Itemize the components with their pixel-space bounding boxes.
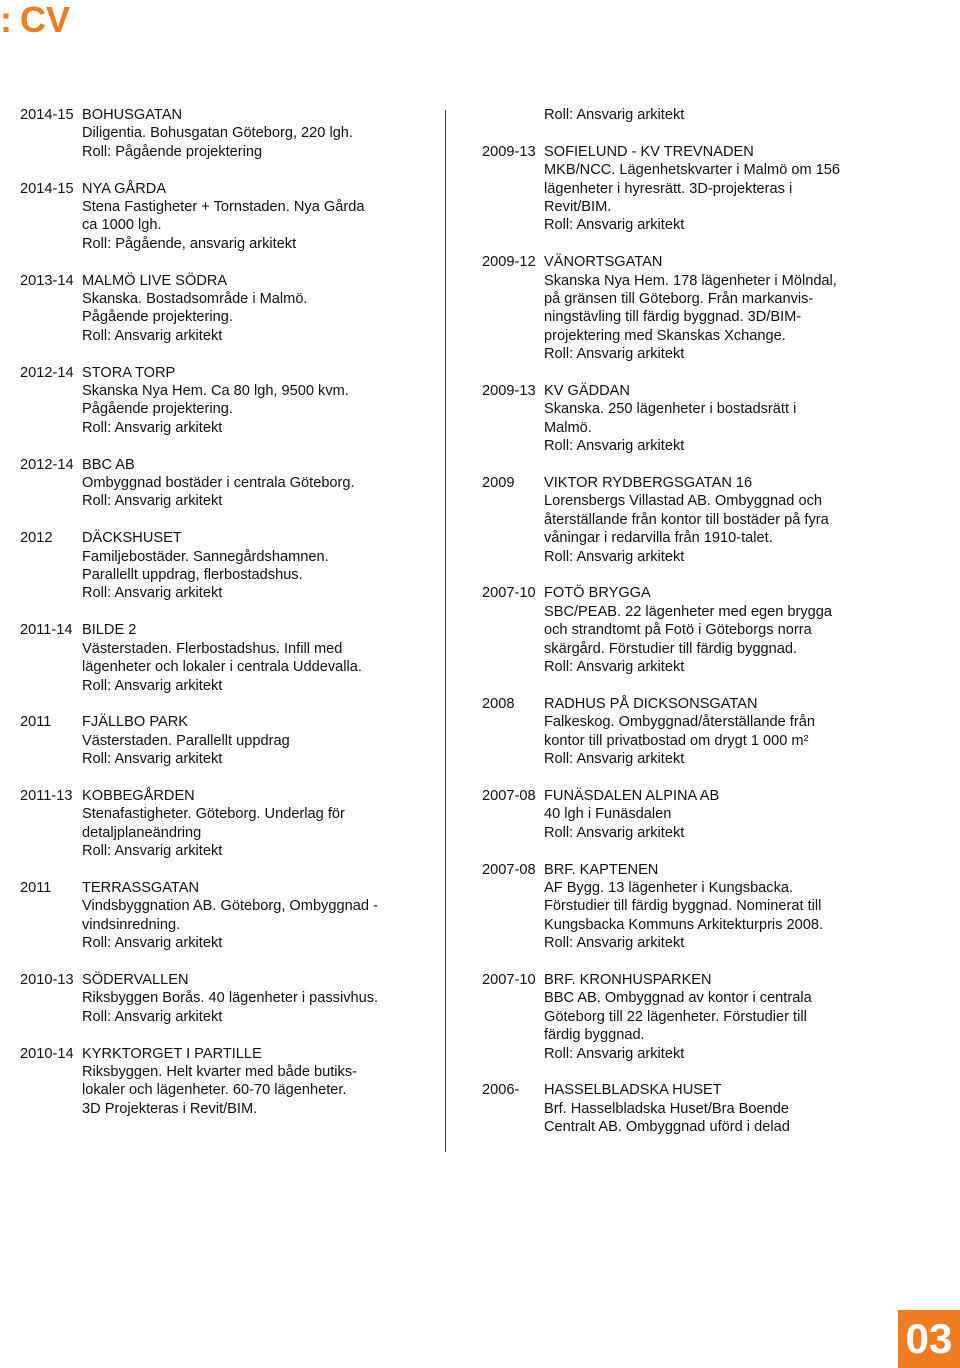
entry-title: STORA TORP xyxy=(82,364,176,381)
entry-year: 2011 xyxy=(20,879,52,896)
entry-line: Roll: Ansvarig arkitekt xyxy=(544,346,685,363)
entry-year: 2013-14 xyxy=(20,272,74,289)
cv-entry xyxy=(482,695,952,769)
entry-title: KYRKTORGET I PARTILLE xyxy=(82,1045,262,1062)
entry-line: Falkeskog. Ombyggnad/återställande från xyxy=(544,714,815,731)
entry-heading xyxy=(20,787,430,805)
entry-line: Roll: Ansvarig arkitekt xyxy=(544,217,685,234)
entry-description xyxy=(544,805,952,842)
entry-heading xyxy=(482,474,952,492)
entry-line: projektering med Skanskas Xchange. xyxy=(544,327,786,344)
entry-description xyxy=(544,603,952,677)
entry-line: Roll: Ansvarig arkitekt xyxy=(544,659,685,676)
entry-line: Pågående projektering. xyxy=(82,401,233,418)
entry-title: VÄNORTSGATAN xyxy=(544,254,663,271)
entry-line: Skanska Nya Hem. 178 lägenheter i Mölndal, xyxy=(544,272,837,289)
entry-year: 2007-08 xyxy=(482,787,536,804)
entry-title: SOFIELUND - KV TREVNADEN xyxy=(544,143,754,160)
entry-line: våningar i redarvilla från 1910-talet. xyxy=(544,530,773,547)
entry-line: Roll: Pågående, ansvarig arkitekt xyxy=(82,235,297,252)
entry-title: BRF. KRONHUSPARKEN xyxy=(544,971,712,988)
entry-description xyxy=(82,989,430,1026)
entry-line: Riksbyggen. Helt kvarter med både butiks- xyxy=(82,1063,357,1080)
entry-title: HASSELBLADSKA HUSET xyxy=(544,1082,722,1099)
cv-entry xyxy=(482,143,952,235)
entry-description xyxy=(544,989,952,1063)
entry-heading xyxy=(482,1081,952,1099)
page-title: CV xyxy=(20,0,71,40)
entry-line: ca 1000 lgh. xyxy=(82,217,162,234)
entry-heading xyxy=(482,787,952,805)
entry-line: Roll: Ansvarig arkitekt xyxy=(82,843,223,860)
entry-description xyxy=(544,272,952,364)
entry-year: 2012 xyxy=(20,530,53,547)
entry-line: på gränsen till Göteborg. Från markanvis- xyxy=(544,291,814,308)
entry-line: Stenafastigheter. Göteborg. Underlag för xyxy=(82,806,345,823)
cv-entry xyxy=(482,861,952,953)
entry-title: BOHUSGATAN xyxy=(82,107,183,123)
entry-line: Roll: Pågående projektering xyxy=(82,143,263,160)
entry-line: Roll: Ansvarig arkitekt xyxy=(82,677,223,694)
entry-title: BILDE 2 xyxy=(82,622,137,639)
page-header xyxy=(0,0,70,40)
entry-title: MALMÖ LIVE SÖDRA xyxy=(82,272,228,289)
entry-heading xyxy=(20,180,430,198)
entry-heading xyxy=(20,106,430,124)
entry-line: Roll: Ansvarig arkitekt xyxy=(544,548,685,565)
entry-line: Lorensbergs Villastad AB. Ombyggnad och xyxy=(544,493,822,510)
right-column xyxy=(482,106,952,1155)
entry-line: lägenheter i hyresrätt. 3D-projekteras i xyxy=(544,180,793,197)
cv-entry xyxy=(20,272,430,346)
entry-title: TERRASSGATAN xyxy=(82,879,200,896)
entry-year: 2010-13 xyxy=(20,971,74,988)
entry-line: Roll: Ansvarig arkitekt xyxy=(82,751,223,768)
entry-description xyxy=(544,400,952,455)
entry-line: Ombyggnad bostäder i centrala Göteborg. xyxy=(82,475,355,492)
entry-heading xyxy=(482,143,952,161)
entry-line: kontor till privatbostad om drygt 1 000 m² xyxy=(544,732,809,749)
entry-line: Familjebostäder. Sannegårdshamnen. xyxy=(82,548,329,565)
entry-heading xyxy=(482,382,952,400)
entry-heading xyxy=(20,456,430,474)
entry-description xyxy=(82,805,430,860)
entry-line: Roll: Ansvarig arkitekt xyxy=(82,419,223,436)
entry-line: skärgård. Förstudier till färdig byggnad. xyxy=(544,640,798,657)
entry-title: SÖDERVALLEN xyxy=(82,971,189,988)
cv-entry xyxy=(20,713,430,768)
continued-role-line: Roll: Ansvarig arkitekt xyxy=(544,107,685,123)
entry-description xyxy=(82,640,430,695)
entry-line: detaljplaneändring xyxy=(82,824,202,841)
entry-line: Västerstaden. Flerbostadshus. Infill med xyxy=(82,640,343,657)
entry-year: 2009-12 xyxy=(482,254,536,271)
entry-line: Riksbyggen Borås. 40 lägenheter i passivhus. xyxy=(82,990,379,1007)
entry-title: KV GÄDDAN xyxy=(544,383,630,400)
entry-heading xyxy=(482,695,952,713)
entry-year: 2009-13 xyxy=(482,383,536,400)
entry-line: Roll: Ansvarig arkitekt xyxy=(544,751,685,768)
entry-heading xyxy=(20,621,430,639)
column-divider xyxy=(445,110,446,1152)
entry-year: 2009-13 xyxy=(482,143,536,160)
cv-entry xyxy=(482,382,952,456)
entry-line: Vindsbyggnation AB. Göteborg, Ombyggnad - xyxy=(82,898,378,915)
left-column xyxy=(20,106,430,1137)
entry-description xyxy=(82,290,430,345)
entry-line: återställande från kontor till bostäder på fyra xyxy=(544,511,829,528)
entry-line: Revit/BIM. xyxy=(544,199,612,216)
entry-description xyxy=(82,198,430,253)
entry-description xyxy=(82,548,430,603)
entry-year: 2007-08 xyxy=(482,861,536,878)
cv-entry xyxy=(20,971,430,1026)
cv-entry xyxy=(20,456,430,511)
entry-year: 2011-13 xyxy=(20,787,73,804)
entry-line: Diligentia. Bohusgatan Göteborg, 220 lgh. xyxy=(82,125,353,142)
cv-entry xyxy=(482,584,952,676)
entry-line: Göteborg till 22 lägenheter. Förstudier till xyxy=(544,1008,807,1025)
entry-year: 2007-10 xyxy=(482,971,536,988)
entry-year: 2011 xyxy=(20,714,52,731)
page-number-badge: 03 xyxy=(898,1310,960,1368)
cv-entry xyxy=(482,253,952,363)
entry-line: Roll: Ansvarig arkitekt xyxy=(82,327,223,344)
entry-line: Roll: Ansvarig arkitekt xyxy=(82,493,223,510)
entry-line: 40 lgh i Funäsdalen xyxy=(544,806,672,823)
cv-entry xyxy=(482,474,952,566)
entry-line: lokaler och lägenheter. 60-70 lägenheter. xyxy=(82,1082,347,1099)
entry-year: 2012-14 xyxy=(20,364,74,381)
entry-description xyxy=(82,474,430,511)
entry-line: färdig byggnad. xyxy=(544,1027,645,1044)
entry-title: FUNÄSDALEN ALPINA AB xyxy=(544,787,720,804)
entry-year: 2007-10 xyxy=(482,585,536,602)
entry-line: lägenheter och lokaler i centrala Uddevalla. xyxy=(82,659,362,676)
entry-title: FOTÖ BRYGGA xyxy=(544,585,651,602)
entry-description xyxy=(544,879,952,953)
entry-title: BBC AB xyxy=(82,456,135,473)
entry-year: 2012-14 xyxy=(20,456,74,473)
cv-entry xyxy=(482,971,952,1063)
entry-description xyxy=(82,1063,430,1118)
entry-line: Stena Fastigheter + Tornstaden. Nya Gårda xyxy=(82,199,365,216)
entry-line: Skanska. 250 lägenheter i bostadsrätt i xyxy=(544,401,797,418)
entry-description xyxy=(82,732,430,769)
entry-line: Roll: Ansvarig arkitekt xyxy=(82,1008,223,1025)
entry-heading xyxy=(20,272,430,290)
entry-title: VIKTOR RYDBERGSGATAN 16 xyxy=(544,475,753,492)
entry-description xyxy=(544,713,952,768)
cv-entry xyxy=(20,106,430,161)
entry-heading xyxy=(20,364,430,382)
entry-year: 2009 xyxy=(482,475,515,492)
entry-line: Roll: Ansvarig arkitekt xyxy=(544,824,685,841)
entry-line: 3D Projekteras i Revit/BIM. xyxy=(82,1100,258,1117)
entry-heading xyxy=(20,1045,430,1063)
entry-heading xyxy=(482,971,952,989)
entry-line: ningstävling till färdig byggnad. 3D/BIM- xyxy=(544,309,802,326)
entry-year: 2014-15 xyxy=(20,180,74,197)
entry-line: Roll: Ansvarig arkitekt xyxy=(544,935,685,952)
cv-entry xyxy=(20,787,430,861)
entry-title: NYA GÅRDA xyxy=(82,180,167,197)
entry-line: Skanska. Bostadsområde i Malmö. xyxy=(82,291,308,308)
entry-line: MKB/NCC. Lägenhetskvarter i Malmö om 156 xyxy=(544,162,841,179)
entry-line: Parallellt uppdrag, flerbostadshus. xyxy=(82,567,303,584)
entry-line: Västerstaden. Parallellt uppdrag xyxy=(82,732,290,749)
entry-year: 2006- xyxy=(482,1082,520,1099)
cv-entry xyxy=(20,364,430,438)
entry-line: vindsinredning. xyxy=(82,916,181,933)
entry-line: Brf. Hasselbladska Huset/Bra Boende xyxy=(544,1100,789,1117)
entry-description xyxy=(544,1100,952,1137)
entry-title: BRF. KAPTENEN xyxy=(544,861,659,878)
entry-description xyxy=(544,161,952,235)
entry-title: DÄCKSHUSET xyxy=(82,530,182,547)
entry-heading xyxy=(20,529,430,547)
entry-line: Malmö. xyxy=(544,419,592,436)
entry-year: 2014-15 xyxy=(20,107,74,123)
entry-line: Roll: Ansvarig arkitekt xyxy=(82,935,223,952)
entry-line: Pågående projektering. xyxy=(82,309,233,326)
entry-title: RADHUS PÅ DICKSONSGATAN xyxy=(544,695,758,712)
entry-heading xyxy=(482,584,952,602)
entry-heading xyxy=(20,879,430,897)
entry-line: AF Bygg. 13 lägenheter i Kungsbacka. xyxy=(544,879,794,896)
cv-entry xyxy=(482,787,952,842)
entry-line: Skanska Nya Hem. Ca 80 lgh, 9500 kvm. xyxy=(82,383,349,400)
entry-heading xyxy=(20,713,430,731)
entry-year: 2008 xyxy=(482,695,515,712)
entry-line: BBC AB. Ombyggnad av kontor i centrala xyxy=(544,990,812,1007)
entry-line: Centralt AB. Ombyggnad uförd i delad xyxy=(544,1119,790,1136)
entry-heading xyxy=(20,971,430,989)
entry-description xyxy=(544,492,952,566)
entry-line: Kungsbacka Kommuns Arkitekturpris 2008. xyxy=(544,916,824,933)
entry-description xyxy=(82,382,430,437)
entry-heading xyxy=(482,253,952,271)
entry-line: Roll: Ansvarig arkitekt xyxy=(544,438,685,455)
cv-entry xyxy=(20,180,430,254)
entry-line: SBC/PEAB. 22 lägenheter med egen brygga xyxy=(544,603,833,620)
cv-entry xyxy=(482,1081,952,1136)
entry-heading xyxy=(482,861,952,879)
cv-entry xyxy=(20,879,430,953)
entry-description xyxy=(82,124,430,161)
entry-title: FJÄLLBO PARK xyxy=(82,714,188,731)
entry-year: 2011-14 xyxy=(20,622,73,639)
entry-year: 2010-14 xyxy=(20,1045,74,1062)
header-colon: : xyxy=(0,0,12,40)
entry-description xyxy=(82,897,430,952)
cv-entry xyxy=(20,529,430,603)
cv-entry xyxy=(20,1045,430,1119)
entry-line: Roll: Ansvarig arkitekt xyxy=(544,1045,685,1062)
entry-title: KOBBEGÅRDEN xyxy=(82,787,195,804)
entry-line: Roll: Ansvarig arkitekt xyxy=(82,585,223,602)
entry-line: Förstudier till färdig byggnad. Nominerat till xyxy=(544,898,822,915)
entry-line: och strandtomt på Fotö i Göteborgs norra xyxy=(544,622,812,639)
cv-entry xyxy=(20,621,430,695)
